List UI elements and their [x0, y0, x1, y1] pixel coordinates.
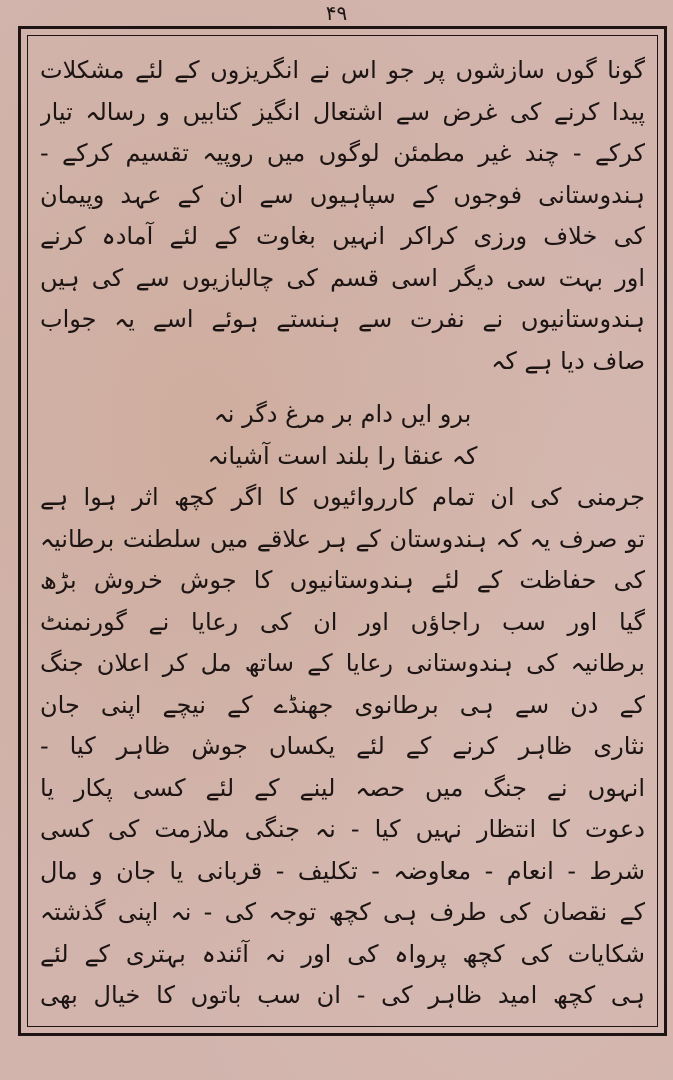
- text-line: دعوت کا انتظار نہیں کیا - نہ جنگی ملازمت کی کسی: [40, 815, 645, 843]
- text-line: ہی کچھ امید ظاہر کی - ان سب باتوں کا خیال بھی: [40, 981, 645, 1009]
- text-line: کی حفاظت کے لئے ہندوستانیوں کا جوش خروش بڑھ: [40, 566, 645, 594]
- text-line: تو صرف یہ کہ ہندوستان کے ہر علاقے میں سلطنت برطانیہ: [40, 524, 645, 553]
- text-line: پیدا کرنے کی غرض سے اشتعال انگیز کتابیں و رسالہ تیار: [40, 97, 645, 126]
- page-number: ۴۹: [325, 1, 348, 25]
- page-body: [40, 50, 645, 1015]
- text-line: ہندوستانیوں نے نفرت سے ہنستے ہوئے اسے یہ جواب: [40, 305, 645, 333]
- text-line: شکایات کی کچھ پرواہ کی اور نہ آئندہ بہتری کے لئے: [40, 939, 645, 968]
- text-line: جرمنی کی ان تمام کارروائیوں کا اگر کچھ اثر ہوا ہے: [40, 483, 645, 511]
- text-line: انہوں نے جنگ میں حصہ لینے کے لئے کسی پکار یا: [40, 773, 645, 802]
- verse-line: کہ عنقا را بلند است آشیانہ: [207, 441, 478, 470]
- text-line: نثاری ظاہر کرنے کے لئے یکساں جوش ظاہر کیا -: [40, 732, 645, 760]
- persian-verse: [40, 394, 645, 477]
- spacer: [40, 382, 645, 394]
- verse-line: برو ایں دام بر مرغ دگر نہ: [213, 400, 472, 428]
- text-line: برطانیہ کی ہندوستانی رعایا کے ساتھ مل کر اعلان جنگ: [40, 649, 645, 677]
- text-line: گیا اور سب راجاؤں اور ان کی رعایا نے گورنمنٹ: [40, 607, 645, 636]
- text-line: ہندوستانی فوجوں کے سپاہیوں سے ان کے عہد وپیمان: [40, 180, 645, 209]
- text-line: کے نقصان کی طرف ہی کچھ توجہ کی - نہ اپنی گذشتہ: [40, 898, 645, 926]
- text-line: کے دن سے ہی برطانوی جھنڈے کے نیچے اپنی جان: [40, 690, 645, 719]
- text-line: گونا گوں سازشوں پر جو اس نے انگریزوں کے لئے مشکلات: [40, 56, 645, 84]
- paragraph-2: [40, 477, 645, 1017]
- text-line: اور بہت سی دیگر اسی قسم کی چالبازیوں سے کی ہیں: [40, 263, 645, 292]
- text-line: صاف دیا ہے کہ: [491, 346, 645, 375]
- text-line: شرط - انعام - معاوضہ - تکلیف - قربانی یا جان و مال: [40, 856, 645, 885]
- text-line: کرکے - چند غیر مطمئن لوگوں میں روپیہ تقسیم کرکے -: [40, 139, 645, 167]
- paragraph-1: [40, 50, 645, 382]
- text-line: کی خلاف ورزی کراکر انہیں بغاوت کے لئے آمادہ کرنے: [40, 222, 645, 250]
